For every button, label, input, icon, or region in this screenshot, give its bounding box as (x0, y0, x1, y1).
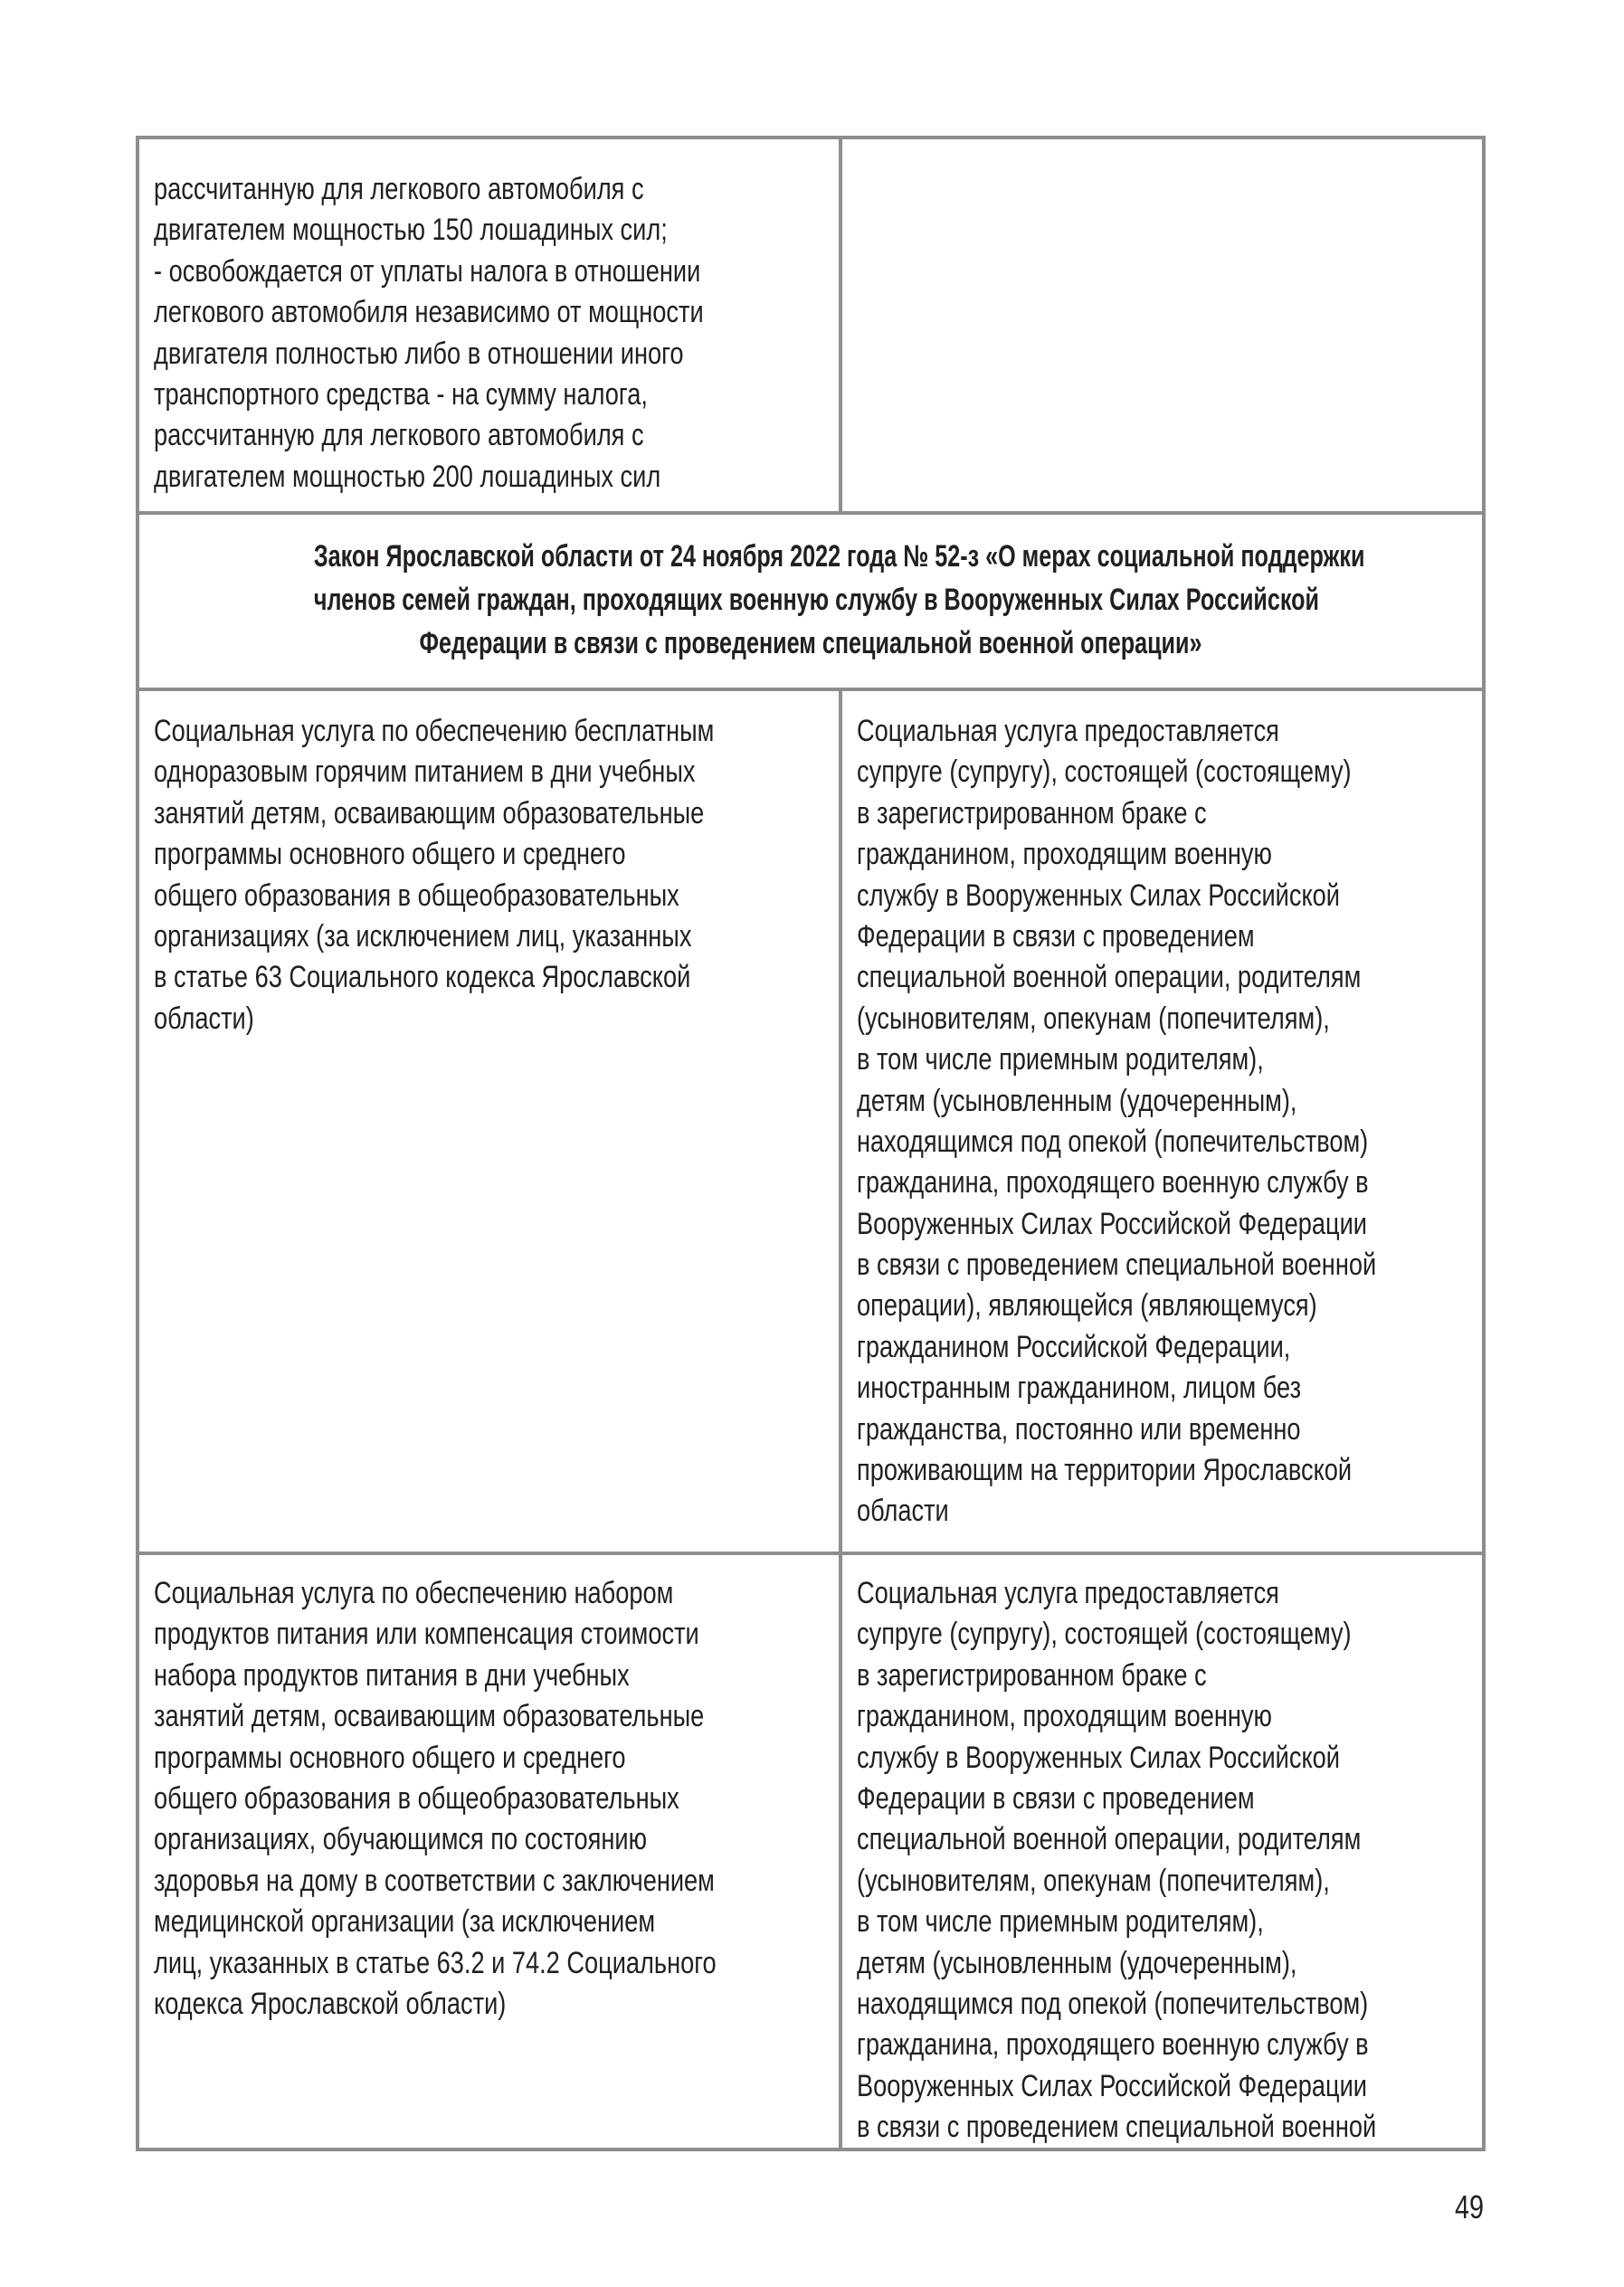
page-number: 49 (1455, 2188, 1485, 2225)
text-line: проживающим на территории Ярославской (857, 1453, 1353, 1488)
text-line: здоровья на дому в соответствии с заключением (154, 1863, 715, 1898)
text-line: операции), являющейся (являющемуся) (857, 1288, 1317, 1324)
text-line: организациях, обучающимся по состоянию (154, 1822, 647, 1857)
row3-service-cell (154, 1573, 857, 2025)
law-title-line: Федерации в связи с проведением специальной военной операции» (419, 626, 1202, 660)
text-line: в зарегистрированном браке с (857, 1657, 1207, 1693)
row2-service-cell (154, 711, 854, 1039)
text-line: службу в Вооруженных Силах Российской (857, 878, 1340, 913)
text-line: находящимся под опекой (попечительством) (857, 1986, 1369, 2021)
row2-recipients-cell (857, 711, 1506, 1533)
text-line: специальной военной операции, родителям (857, 1822, 1362, 1857)
text-line: в том числе приемным родителям), (857, 1904, 1264, 1940)
text-line: Федерации в связи с проведением (857, 918, 1255, 954)
text-line: службу в Вооруженных Силах Российской (857, 1740, 1340, 1775)
text-line: продуктов питания или компенсация стоимости (154, 1617, 699, 1652)
benefits-table (136, 136, 1486, 2151)
text-line: иностранным гражданином, лицом без (857, 1371, 1302, 1406)
text-line: организациях (за исключением лиц, указанных (154, 918, 692, 954)
text-line: - освобождается от уплаты налога в отношении (154, 253, 701, 289)
text-line: общего образования в общеобразовательных (154, 878, 679, 913)
text-line: рассчитанную для легкового автомобиля с (154, 172, 644, 206)
text-line: лиц, указанных в статье 63.2 и 74.2 Социального (154, 1945, 717, 1980)
text-line: гражданина, проходящего военную службу в (857, 1165, 1369, 1200)
text-line: (усыновителям, опекунам (попечителям), (857, 1001, 1330, 1036)
text-line: программы основного общего и среднего (154, 1740, 626, 1775)
text-line: Вооруженных Силах Российской Федерации (857, 2068, 1367, 2103)
text-line: находящимся под опекой (попечительством) (857, 1124, 1369, 1159)
text-line: гражданином, проходящим военную (857, 1699, 1272, 1734)
text-line: двигателем мощностью 200 лошадиных сил (154, 459, 661, 494)
text-line: детям (усыновленным (удочеренным), (857, 1945, 1297, 1980)
text-line: общего образования в общеобразовательных (154, 1780, 679, 1816)
text-line: Социальная услуга предоставляется (857, 714, 1279, 748)
text-line: в связи с проведением специальной военной (857, 1248, 1377, 1283)
table-row-3 (139, 1555, 1482, 2151)
text-line: супруге (супругу), состоящей (состоящему) (857, 754, 1352, 790)
text-line: двигателем мощностью 150 лошадиных сил; (154, 213, 668, 248)
text-line: гражданина, проходящего военную службу в (857, 2027, 1369, 2063)
text-line: супруге (супругу), состоящей (состоящему) (857, 1617, 1352, 1652)
text-line: в связи с проведением специальной военной (857, 2110, 1377, 2145)
row3-recipients-cell (857, 1573, 1506, 2148)
section-header-row (139, 515, 1482, 688)
column-divider (839, 1555, 842, 2151)
text-line: легкового автомобиля независимо от мощности (154, 295, 704, 330)
column-divider (839, 139, 842, 511)
text-line: области) (154, 1001, 254, 1036)
text-line: медицинской организации (за исключением (154, 1904, 656, 1940)
text-line: Социальная услуга предоставляется (857, 1576, 1279, 1610)
table-row-1 (139, 139, 1482, 511)
law-title-line: Закон Ярославской области от 24 ноября 2022 года № 52-з «О мерах социальной поддержки (313, 539, 1365, 574)
column-divider (839, 691, 842, 1552)
text-line: кодекса Ярославской области) (154, 1986, 507, 2021)
table-row-2 (139, 691, 1482, 1552)
text-line: гражданином Российской Федерации, (857, 1329, 1291, 1364)
text-line: набора продуктов питания в дни учебных (154, 1657, 630, 1693)
text-line: занятий детям, осваивающим образовательные (154, 1699, 705, 1734)
text-line: специальной военной операции, родителям (857, 960, 1362, 995)
text-line: области (857, 1494, 949, 1529)
text-line: в статье 63 Социального кодекса Ярославской (154, 960, 691, 995)
text-line: детям (усыновленным (удочеренным), (857, 1083, 1297, 1118)
text-line: транспортного средства - на сумму налога, (154, 376, 648, 412)
law-title (139, 535, 1482, 665)
text-line: (усыновителям, опекунам (попечителям), (857, 1863, 1330, 1898)
text-line: программы основного общего и среднего (154, 837, 626, 872)
text-line: одноразовым горячим питанием в дни учебных (154, 754, 696, 790)
text-line: Социальная услуга по обеспечению набором (154, 1576, 674, 1610)
text-line: гражданином, проходящим военную (857, 837, 1272, 872)
text-line: Федерации в связи с проведением (857, 1780, 1255, 1816)
text-line: в зарегистрированном браке с (857, 795, 1207, 830)
row1-left-cell (154, 169, 841, 498)
text-line: Вооруженных Силах Российской Федерации (857, 1206, 1367, 1241)
text-line: рассчитанную для легкового автомобиля с (154, 418, 644, 453)
text-line: гражданства, постоянно или временно (857, 1411, 1301, 1447)
text-line: занятий детям, осваивающим образовательные (154, 795, 705, 830)
law-title-line: членов семей граждан, проходящих военную службу в Вооруженных Силах Российской (313, 583, 1319, 617)
text-line: в том числе приемным родителям), (857, 1042, 1264, 1077)
text-line: двигателя полностью либо в отношении иного (154, 336, 684, 371)
text-line: Социальная услуга по обеспечению бесплатным (154, 714, 715, 748)
